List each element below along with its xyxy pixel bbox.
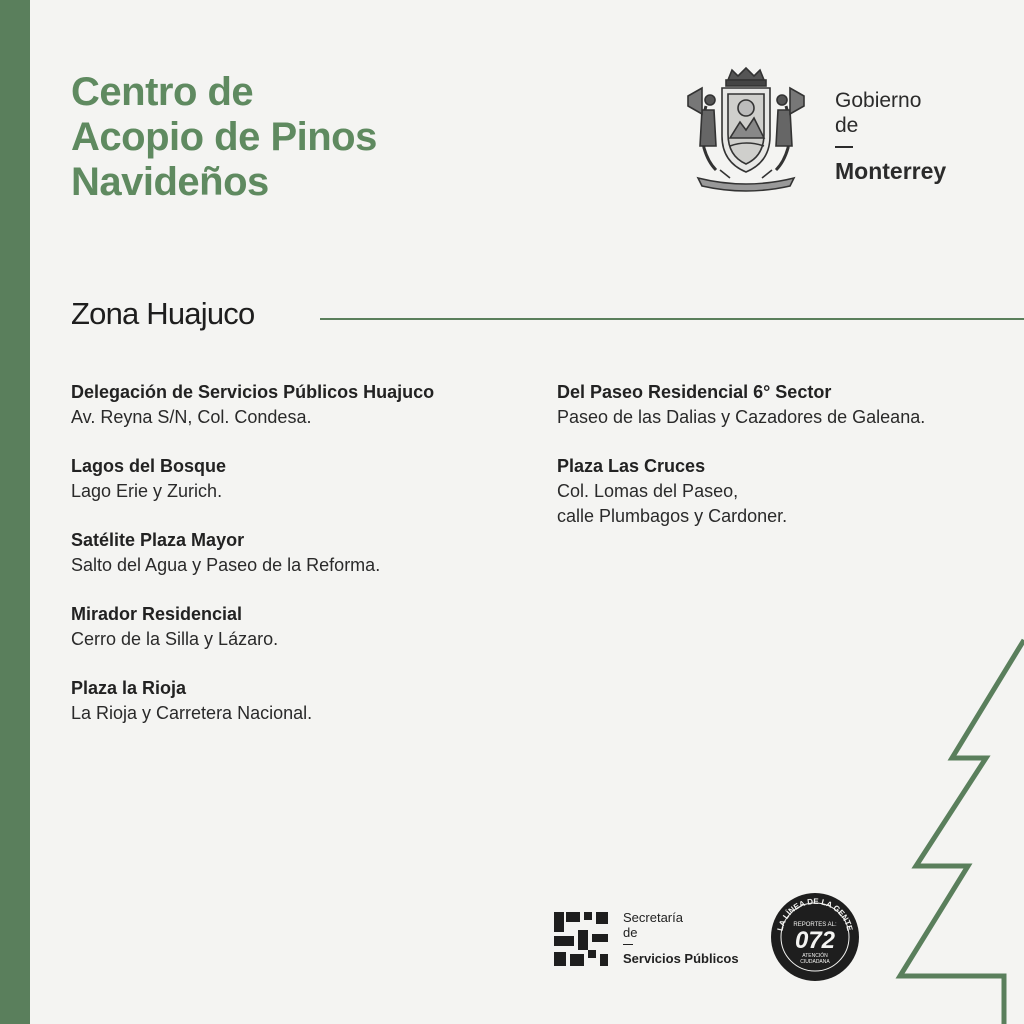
- location-name: Lagos del Bosque: [71, 456, 227, 476]
- government-logo-text: [835, 88, 946, 184]
- secretaria-logo-text: [623, 910, 739, 966]
- location-entry: [557, 454, 925, 529]
- badge-bottom-2: CIUDADANA: [800, 959, 830, 965]
- location-entry: [71, 602, 434, 652]
- badge-bottom-1: ATENCIÓN: [802, 953, 828, 959]
- location-name: Del Paseo Residencial 6° Sector: [557, 382, 832, 402]
- zone-title: Zona Huajuco: [71, 296, 255, 331]
- badge-top-text: LA LÍNEA DE LA GENTE: [775, 896, 855, 932]
- side-accent-bar: [0, 0, 30, 1024]
- location-name: Satélite Plaza Mayor: [71, 530, 245, 550]
- page-title: [71, 70, 377, 205]
- locations-left-column: [71, 380, 434, 750]
- monterrey-coat-of-arms-icon: [680, 66, 812, 194]
- title-line-1: Centro de: [71, 70, 254, 114]
- title-line-3: Navideños: [71, 160, 269, 204]
- location-entry: [71, 528, 434, 578]
- title-line-2: Acopio de Pinos: [71, 115, 377, 159]
- location-entry: [557, 380, 925, 430]
- location-entry: [71, 676, 434, 726]
- secretaria-name: Servicios Públicos: [623, 951, 739, 966]
- secretaria-line-1: Secretaría: [623, 910, 683, 925]
- badge-number: 072: [794, 927, 836, 954]
- locations-right-column: [557, 380, 925, 553]
- gov-dash: [835, 146, 853, 148]
- location-name: Delegación de Servicios Públicos Huajuco: [71, 382, 435, 402]
- location-name: Plaza la Rioja: [71, 678, 187, 698]
- location-address: calle Plumbagos y Cardoner.: [557, 506, 788, 526]
- location-address: Paseo de las Dalias y Cazadores de Galeana.: [557, 407, 926, 427]
- location-entry: [71, 454, 434, 504]
- gov-city: Monterrey: [835, 158, 947, 184]
- location-address: Lago Erie y Zurich.: [71, 481, 223, 501]
- 072-badge-icon: [770, 892, 860, 982]
- gov-line-2: de: [835, 114, 859, 137]
- gov-line-1: Gobierno: [835, 89, 922, 112]
- location-address: Av. Reyna S/N, Col. Condesa.: [71, 407, 312, 427]
- location-entry: [71, 380, 434, 430]
- location-name: Plaza Las Cruces: [557, 456, 706, 476]
- location-name: Mirador Residencial: [71, 604, 243, 624]
- secretaria-line-2: de: [623, 925, 638, 940]
- location-address: Cerro de la Silla y Lázaro.: [71, 629, 279, 649]
- pine-tree-outline-icon: [880, 630, 1024, 1024]
- location-address: Salto del Agua y Paseo de la Reforma.: [71, 555, 381, 575]
- servicios-publicos-logo-icon: [554, 910, 608, 966]
- location-address: Col. Lomas del Paseo,: [557, 481, 739, 501]
- zone-divider: [320, 318, 1024, 320]
- badge-reportes: REPORTES AL:: [793, 922, 837, 928]
- location-address: La Rioja y Carretera Nacional.: [71, 703, 313, 723]
- secretaria-dash: [623, 944, 633, 945]
